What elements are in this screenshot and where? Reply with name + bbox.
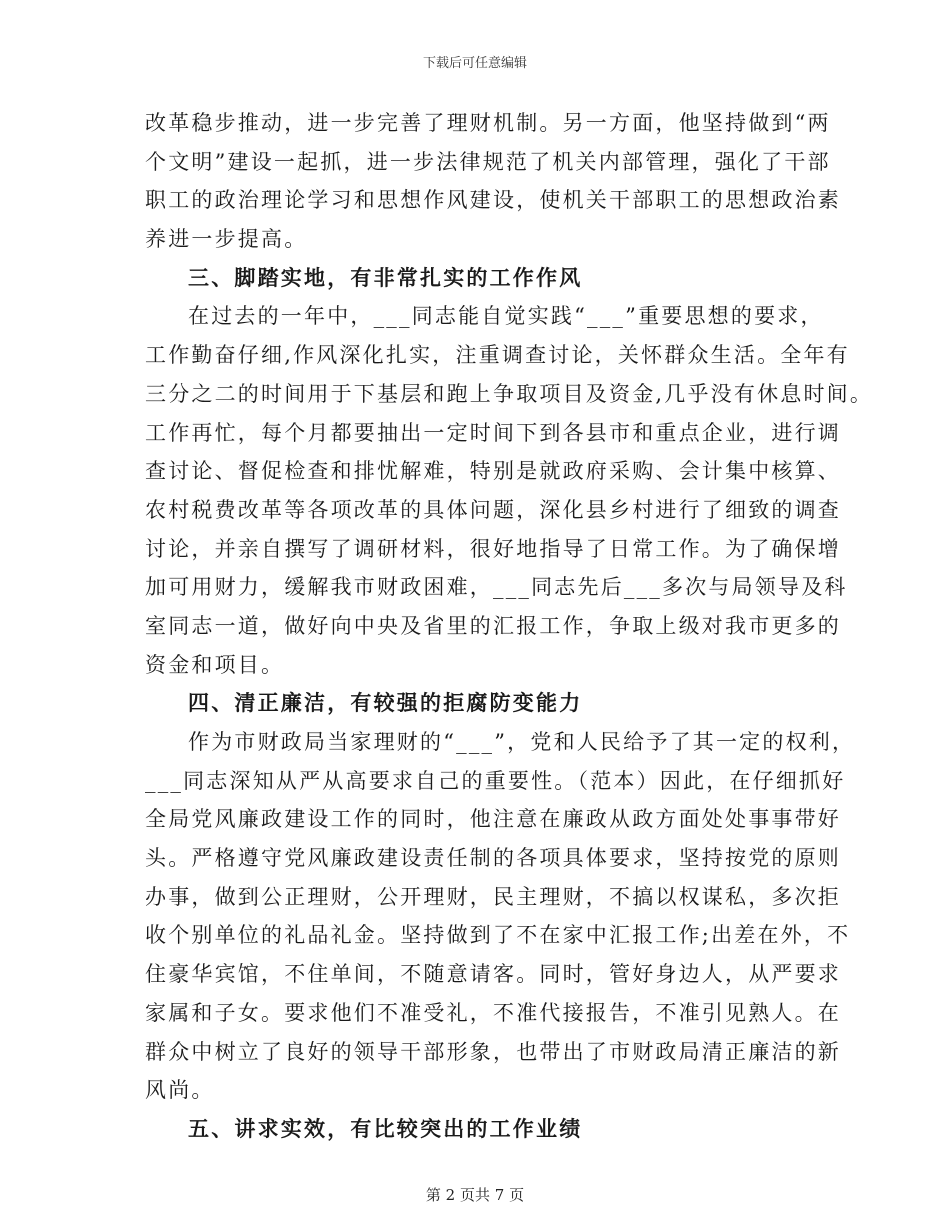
text-line: 农村税费改革等各项改革的具体问题，深化县乡村进行了细致的调查 [145, 497, 841, 522]
text-line: 作为市财政局当家理财的“___”，党和人民给予了其一定的权利， [188, 730, 856, 754]
section-heading: 三、脚踏实地，有非常扎实的工作作风 [188, 264, 583, 290]
section-heading: 四、清正廉洁，有较强的拒腐防变能力 [188, 690, 583, 716]
text-line: 三分之二的时间用于下基层和跑上争取项目及资金,几乎没有休息时间。 [145, 381, 874, 406]
text-line: 头。严格遵守党风廉政建设责任制的各项具体要求，坚持按党的原则 [145, 846, 841, 871]
text-line: 家属和子女。要求他们不准受礼，不准代接报告，不准引见熟人。在 [145, 1000, 841, 1025]
text-line: 全局党风廉政建设工作的同时，他注意在廉政从政方面处处事事带好 [145, 807, 841, 832]
page-footer: 第 2 页共 7 页 [425, 1186, 525, 1204]
text-line: 在过去的一年中，___同志能自觉实践“___”重要思想的要求， [188, 304, 824, 329]
text-line: 风尚。 [145, 1078, 215, 1103]
text-line: 改革稳步推动，进一步完善了理财机制。另一方面，他坚持做到“两 [145, 111, 831, 135]
text-line: 室同志一道，做好向中央及省里的汇报工作，争取上级对我市更多的 [145, 613, 841, 638]
text-line: 职工的政治理论学习和思想作风建设，使机关干部职工的思想政治素 [145, 188, 841, 213]
page-header: 下载后可任意编辑 [422, 56, 527, 71]
text-line: 讨论，并亲自撰写了调研材料，很好地指导了日常工作。为了确保增 [145, 536, 841, 561]
text-line: 查讨论、督促检查和排忧解难，特别是就政府采购、会计集中核算、 [145, 459, 841, 484]
text-line: 个文明”建设一起抓，进一步法律规范了机关内部管理，强化了干部 [145, 149, 831, 174]
text-line: 资金和项目。 [145, 652, 285, 677]
text-line: ___同志深知从严从高要求自己的重要性。（范本）因此，在仔细抓好 [145, 768, 846, 793]
text-line: 群众中树立了良好的领导干部形象，也带出了市财政局清正廉洁的新 [145, 1039, 841, 1064]
document-body [145, 104, 874, 1149]
text-line: 住豪华宾馆，不住单间，不随意请客。同时，管好身边人，从严要求 [145, 962, 841, 987]
text-line: 工作勤奋仔细,作风深化扎实，注重调查讨论，关怀群众生活。全年有 [145, 343, 850, 368]
text-line: 收个别单位的礼品礼金。坚持做到了不在家中汇报工作;出差在外，不 [145, 923, 851, 948]
text-line: 办事，做到公正理财，公开理财，民主理财，不搞以权谋私，多次拒 [145, 884, 841, 909]
text-line: 工作再忙，每个月都要抽出一定时间下到各县市和重点企业，进行调 [145, 420, 841, 445]
text-line: 养进一步提高。 [145, 227, 308, 252]
section-heading: 五、讲求实效，有比较突出的工作业绩 [188, 1115, 583, 1141]
text-line: 加可用财力，缓解我市财政困难，___同志先后___多次与局领导及科 [145, 575, 848, 600]
